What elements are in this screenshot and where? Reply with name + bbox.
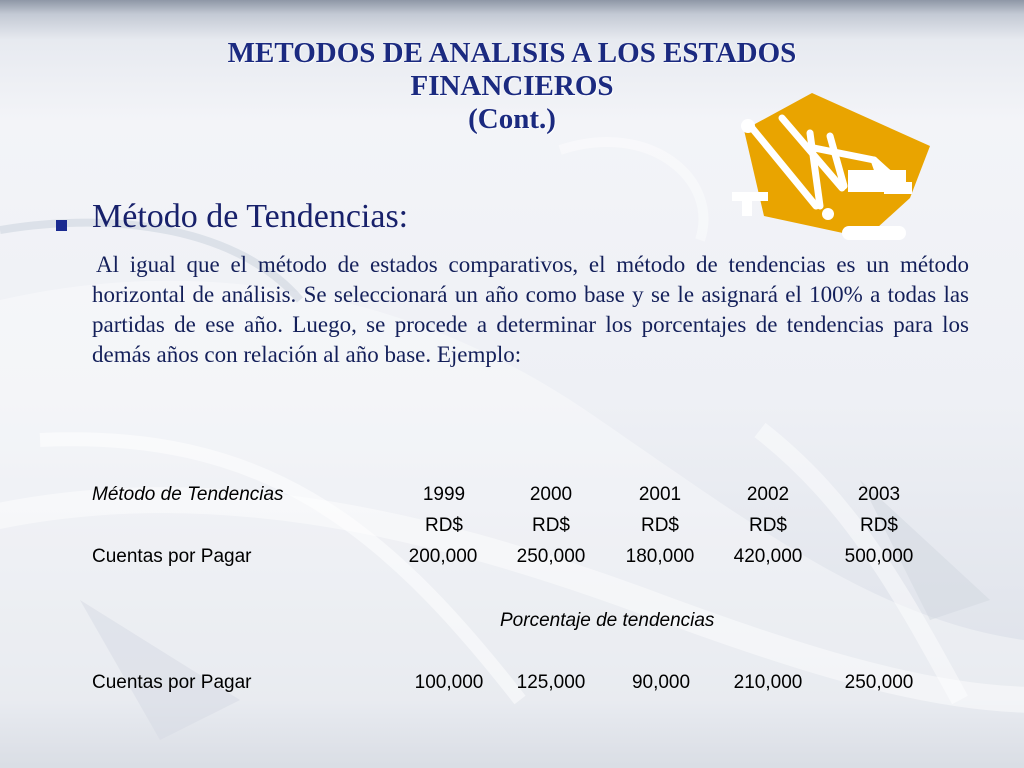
row-label: Cuentas por Pagar <box>92 546 252 567</box>
value-cell: 420,000 <box>733 546 803 567</box>
year-cell: 2001 <box>638 484 682 505</box>
value-cell: 125,000 <box>516 672 586 693</box>
year-cell: 2000 <box>529 484 573 505</box>
title-line-2: FINANCIEROS <box>410 70 614 102</box>
section-label: Porcentaje de tendencias <box>500 610 715 631</box>
value-cell: 100,000 <box>414 672 484 693</box>
value-cell: 500,000 <box>844 546 914 567</box>
currency-cell: RD$ <box>640 515 679 536</box>
currency-cell: RD$ <box>748 515 787 536</box>
title-line-1: METODOS DE ANALISIS A LOS ESTADOS <box>227 37 797 69</box>
value-cell: 200,000 <box>408 546 478 567</box>
bullet-heading: Método de Tendencias: <box>92 198 409 235</box>
title-line-3: (Cont.) <box>468 103 556 135</box>
currency-cell: RD$ <box>424 515 463 536</box>
value-cell: 250,000 <box>516 546 586 567</box>
row-label: Cuentas por Pagar <box>92 672 252 693</box>
table-header-label: Método de Tendencias <box>92 484 284 505</box>
body-paragraph: Al igual que el método de estados comparativos, el método de tendencias es un método horizontal de análisis. Se seleccionará un año como base y se le asignará el 100% a todas las partidas de ese año. Luego, se procede a determinar los porcentajes de tendencias para los demás años con relación al año base. Ejemplo: <box>92 252 969 367</box>
value-cell: 180,000 <box>625 546 695 567</box>
currency-cell: RD$ <box>531 515 570 536</box>
value-cell: 90,000 <box>631 672 691 693</box>
year-cell: 1999 <box>422 484 466 505</box>
currency-cell: RD$ <box>859 515 898 536</box>
value-cell: 210,000 <box>733 672 803 693</box>
year-cell: 2002 <box>746 484 790 505</box>
year-cell: 2003 <box>857 484 901 505</box>
value-cell: 250,000 <box>844 672 914 693</box>
